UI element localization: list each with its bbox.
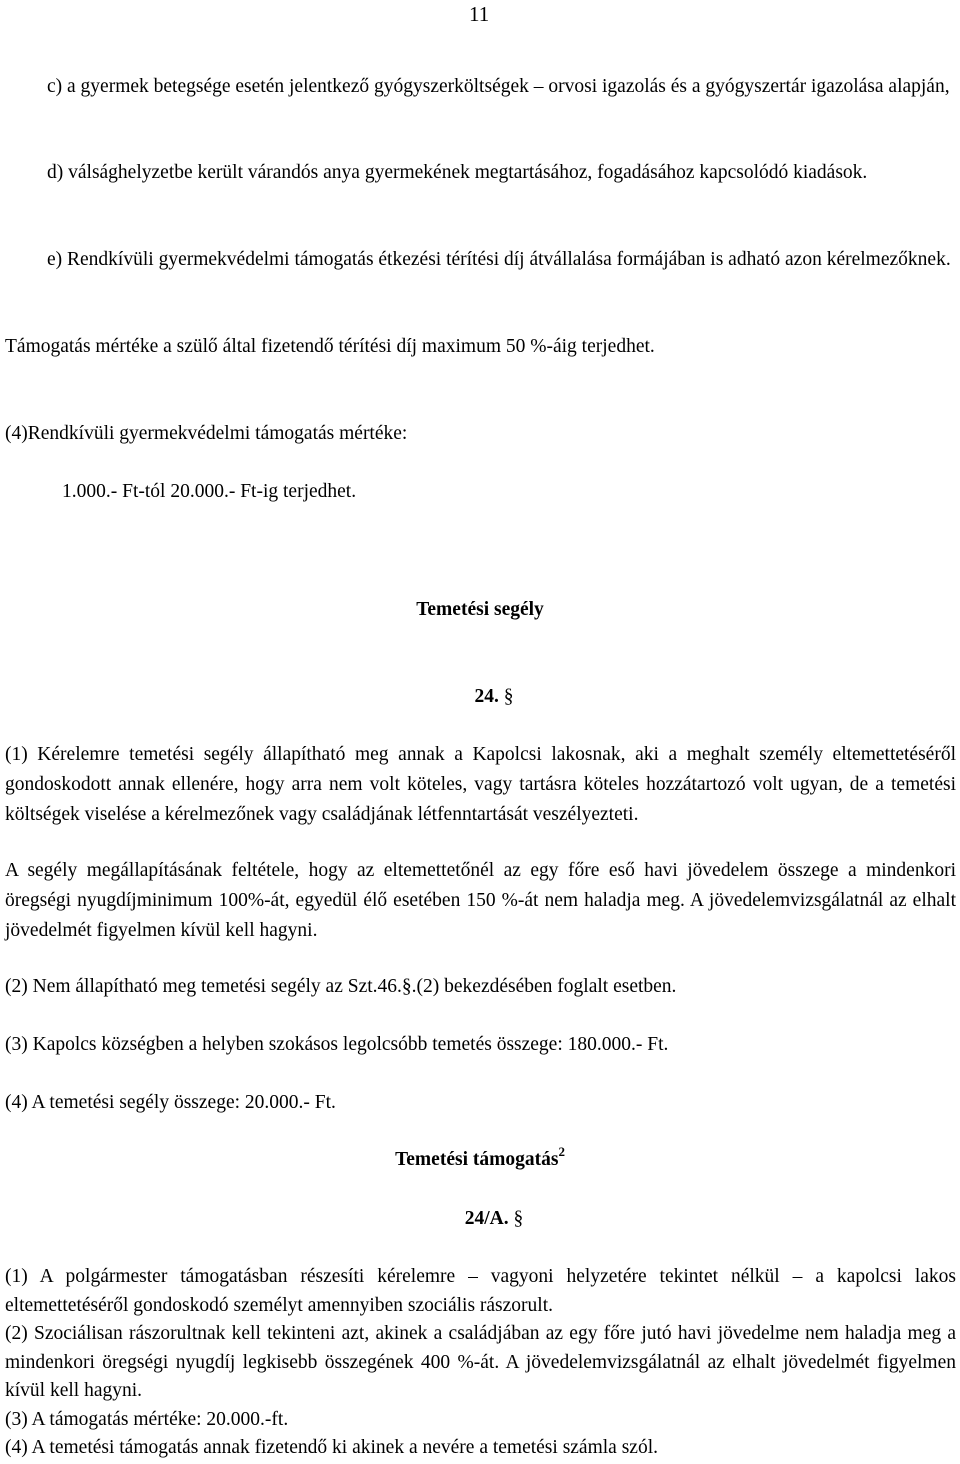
funeral-aid-para-1: (1) Kérelemre temetési segély állapítható meg annak a Kapolcsi lakosnak, aki a meghalt személy eltemettetéséről gondoskodott annak ellenére, hogy arra nem volt köteles, vagy tartásra köteles hozzátartozó volt ugyan, de a temetési költségek viselése a kérelmezőnek vagy családjának létfenntartását veszélyezteti. (5, 744, 956, 825)
funeral-support-para-4: (4) A temetési támogatás annak fizetendő ki akinek a nevére a temetési számla szól. (5, 1437, 658, 1458)
heading-funeral-support (0, 1146, 960, 1174)
funeral-aid-para-3: (3) Kapolcs községben a helyben szokásos legolcsóbb temetés összege: 180.000.- Ft. (5, 1034, 669, 1055)
section-sign: § (503, 686, 514, 707)
section-sign: § (513, 1208, 524, 1229)
funeral-support-title: Temetési támogatás (395, 1149, 559, 1170)
funeral-aid-para-2: (2) Nem állapítható meg temetési segély az Szt.46.§.(2) bekezdésében foglalt esetben. (5, 976, 677, 997)
support-limit-text: Támogatás mértéke a szülő által fizetendő térítési díj maximum 50 %-áig terjedhet. (5, 336, 655, 357)
section-number: 24. (474, 686, 499, 707)
funeral-aid-para-1-condition: A segély megállapításának feltétele, hogy az eltemettetőnél az egy főre eső havi jövedelem összege a mindenkori öregségi nyugdíjminimum 100%-át, egyedül élő esetében 150 %-át nem haladja meg. A jövedelemvizsgálatnál az elhalt jövedelmét figyelmen kívül kell hagyni. (5, 860, 956, 941)
intro-item-d: d) válsághelyzetbe került várandós anya gyermekének megtartásához, fogadásához kapcsolódó kiadások. (47, 162, 868, 183)
para4-title: (4)Rendkívüli gyermekvédelmi támogatás mértéke: (5, 423, 408, 444)
funeral-support-para-3: (3) A támogatás mértéke: 20.000.-ft. (5, 1409, 289, 1430)
funeral-support-para-1: (1) A polgármester támogatásban részesíti kérelemre – vagyoni helyzetére tekintet nélkül – a kapolcsi lakos eltemettetéséről gondoskodó személyt amennyiben szociális rászorult. (5, 1266, 956, 1316)
page-number: 11 (469, 2, 490, 26)
para4-value: 1.000.- Ft-tól 20.000.- Ft-ig terjedhet. (62, 481, 357, 502)
funeral-support-para-2: (2) Szociálisan rászorultnak kell tekinteni azt, akinek a családjában az egy főre jutó havi jövedelme nem haladja meg a mindenkori öregségi nyugdíj legkisebb összegének 400 %-át. A jövedelemvizsgálatnál az elhalt jövedelmét figyelmen kívül kell hagyni. (5, 1323, 956, 1401)
section-number: 24/A. (464, 1208, 509, 1229)
section-24a-heading (14, 1205, 960, 1233)
funeral-aid-para-4: (4) A temetési segély összege: 20.000.- Ft. (5, 1092, 336, 1113)
heading-funeral-aid: Temetési segély (416, 599, 544, 620)
intro-item-e: e) Rendkívüli gyermekvédelmi támogatás étkezési térítési díj átvállalása formájában is adható azon kérelmezőknek. (47, 249, 951, 270)
footnote-ref: 2 (558, 1144, 565, 1159)
section-24-heading (14, 683, 960, 711)
intro-item-c: c) a gyermek betegsége esetén jelentkező gyógyszerköltségek – orvosi igazolás és a gyógyszertár igazolása alapján, (47, 76, 950, 97)
